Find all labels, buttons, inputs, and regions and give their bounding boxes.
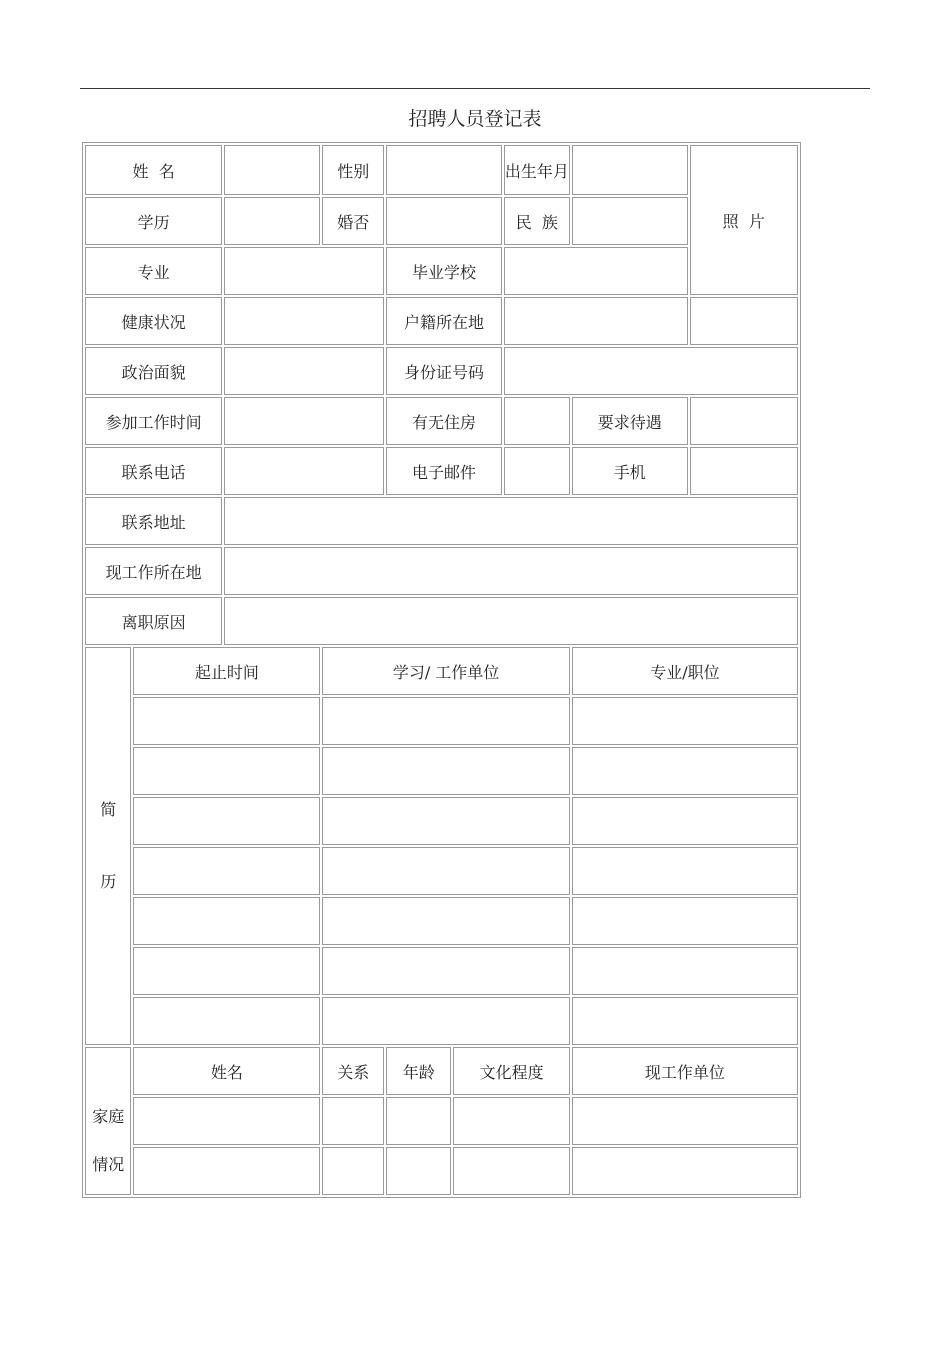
label-address: 联系地址 bbox=[85, 497, 222, 545]
field-school[interactable] bbox=[504, 247, 688, 295]
family-education-cell[interactable] bbox=[453, 1147, 570, 1195]
field-work-start[interactable] bbox=[224, 397, 384, 445]
resume-period-cell[interactable] bbox=[133, 947, 320, 995]
field-education[interactable] bbox=[224, 197, 320, 245]
label-mobile: 手机 bbox=[572, 447, 688, 495]
resume-unit-cell[interactable] bbox=[322, 797, 570, 845]
resume-period-cell[interactable] bbox=[133, 697, 320, 745]
resume-period-cell[interactable] bbox=[133, 897, 320, 945]
resume-unit-cell[interactable] bbox=[322, 897, 570, 945]
resume-row bbox=[85, 847, 798, 895]
resume-row bbox=[85, 747, 798, 795]
field-hukou[interactable] bbox=[504, 297, 688, 345]
field-gender[interactable] bbox=[386, 145, 502, 195]
resume-header-position: 专业/职位 bbox=[572, 647, 798, 695]
resume-label bbox=[85, 647, 131, 1045]
field-leave-reason[interactable] bbox=[224, 597, 798, 645]
family-row bbox=[85, 1097, 798, 1145]
resume-position-cell[interactable] bbox=[572, 947, 798, 995]
label-major: 专业 bbox=[85, 247, 222, 295]
resume-header-unit: 学习/ 工作单位 bbox=[322, 647, 570, 695]
label-email: 电子邮件 bbox=[386, 447, 502, 495]
label-housing: 有无住房 bbox=[386, 397, 502, 445]
resume-unit-cell[interactable] bbox=[322, 697, 570, 745]
label-political: 政治面貌 bbox=[85, 347, 222, 395]
label-id-number: 身份证号码 bbox=[386, 347, 502, 395]
family-age-cell[interactable] bbox=[386, 1147, 451, 1195]
field-photo-extra[interactable] bbox=[690, 297, 798, 345]
resume-row bbox=[85, 997, 798, 1045]
label-photo: 照 片 bbox=[690, 145, 798, 295]
resume-row bbox=[85, 897, 798, 945]
resume-period-cell[interactable] bbox=[133, 997, 320, 1045]
label-hukou: 户籍所在地 bbox=[386, 297, 502, 345]
resume-label-1: 简 bbox=[100, 800, 117, 819]
resume-position-cell[interactable] bbox=[572, 847, 798, 895]
family-name-cell[interactable] bbox=[133, 1147, 320, 1195]
resume-period-cell[interactable] bbox=[133, 797, 320, 845]
resume-label-2: 历 bbox=[100, 872, 117, 891]
field-major[interactable] bbox=[224, 247, 384, 295]
resume-unit-cell[interactable] bbox=[322, 747, 570, 795]
resume-position-cell[interactable] bbox=[572, 997, 798, 1045]
family-header-name: 姓名 bbox=[133, 1047, 320, 1095]
family-header-age: 年龄 bbox=[386, 1047, 451, 1095]
label-name: 姓 名 bbox=[85, 145, 222, 195]
resume-row bbox=[85, 697, 798, 745]
label-school: 毕业学校 bbox=[386, 247, 502, 295]
label-salary: 要求待遇 bbox=[572, 397, 688, 445]
resume-position-cell[interactable] bbox=[572, 797, 798, 845]
family-relation-cell[interactable] bbox=[322, 1097, 384, 1145]
resume-unit-cell[interactable] bbox=[322, 847, 570, 895]
family-label-1: 家庭 bbox=[92, 1107, 125, 1126]
field-political[interactable] bbox=[224, 347, 384, 395]
field-current-work-location[interactable] bbox=[224, 547, 798, 595]
resume-position-cell[interactable] bbox=[572, 897, 798, 945]
resume-position-cell[interactable] bbox=[572, 697, 798, 745]
family-row bbox=[85, 1147, 798, 1195]
family-education-cell[interactable] bbox=[453, 1097, 570, 1145]
header-rule bbox=[80, 88, 870, 89]
family-label-2: 情况 bbox=[92, 1155, 125, 1174]
family-header-work-unit: 现工作单位 bbox=[572, 1047, 798, 1095]
resume-period-cell[interactable] bbox=[133, 847, 320, 895]
family-work-unit-cell[interactable] bbox=[572, 1147, 798, 1195]
label-ethnicity: 民 族 bbox=[504, 197, 570, 245]
field-birth[interactable] bbox=[572, 145, 688, 195]
field-salary[interactable] bbox=[690, 397, 798, 445]
label-gender: 性别 bbox=[322, 145, 384, 195]
label-leave-reason: 离职原因 bbox=[85, 597, 222, 645]
field-mobile[interactable] bbox=[690, 447, 798, 495]
label-current-work-location: 现工作所在地 bbox=[85, 547, 222, 595]
resume-unit-cell[interactable] bbox=[322, 997, 570, 1045]
family-age-cell[interactable] bbox=[386, 1097, 451, 1145]
field-name[interactable] bbox=[224, 145, 320, 195]
field-housing[interactable] bbox=[504, 397, 570, 445]
resume-row bbox=[85, 947, 798, 995]
resume-period-cell[interactable] bbox=[133, 747, 320, 795]
family-label bbox=[85, 1047, 131, 1195]
resume-position-cell[interactable] bbox=[572, 747, 798, 795]
resume-row bbox=[85, 797, 798, 845]
family-name-cell[interactable] bbox=[133, 1097, 320, 1145]
label-phone: 联系电话 bbox=[85, 447, 222, 495]
label-health: 健康状况 bbox=[85, 297, 222, 345]
family-header-education: 文化程度 bbox=[453, 1047, 570, 1095]
field-ethnicity[interactable] bbox=[572, 197, 688, 245]
label-education: 学历 bbox=[85, 197, 222, 245]
field-health[interactable] bbox=[224, 297, 384, 345]
field-phone[interactable] bbox=[224, 447, 384, 495]
family-relation-cell[interactable] bbox=[322, 1147, 384, 1195]
family-work-unit-cell[interactable] bbox=[572, 1097, 798, 1145]
label-birth: 出生年月 bbox=[504, 145, 570, 195]
page-title: 招聘人员登记表 bbox=[408, 108, 542, 130]
field-email[interactable] bbox=[504, 447, 570, 495]
registration-form bbox=[82, 142, 801, 1198]
field-marital[interactable] bbox=[386, 197, 502, 245]
label-marital: 婚否 bbox=[322, 197, 384, 245]
field-address[interactable] bbox=[224, 497, 798, 545]
field-id-number[interactable] bbox=[504, 347, 798, 395]
resume-header-period: 起止时间 bbox=[133, 647, 320, 695]
label-work-start: 参加工作时间 bbox=[85, 397, 222, 445]
family-header-relation: 关系 bbox=[322, 1047, 384, 1095]
resume-unit-cell[interactable] bbox=[322, 947, 570, 995]
